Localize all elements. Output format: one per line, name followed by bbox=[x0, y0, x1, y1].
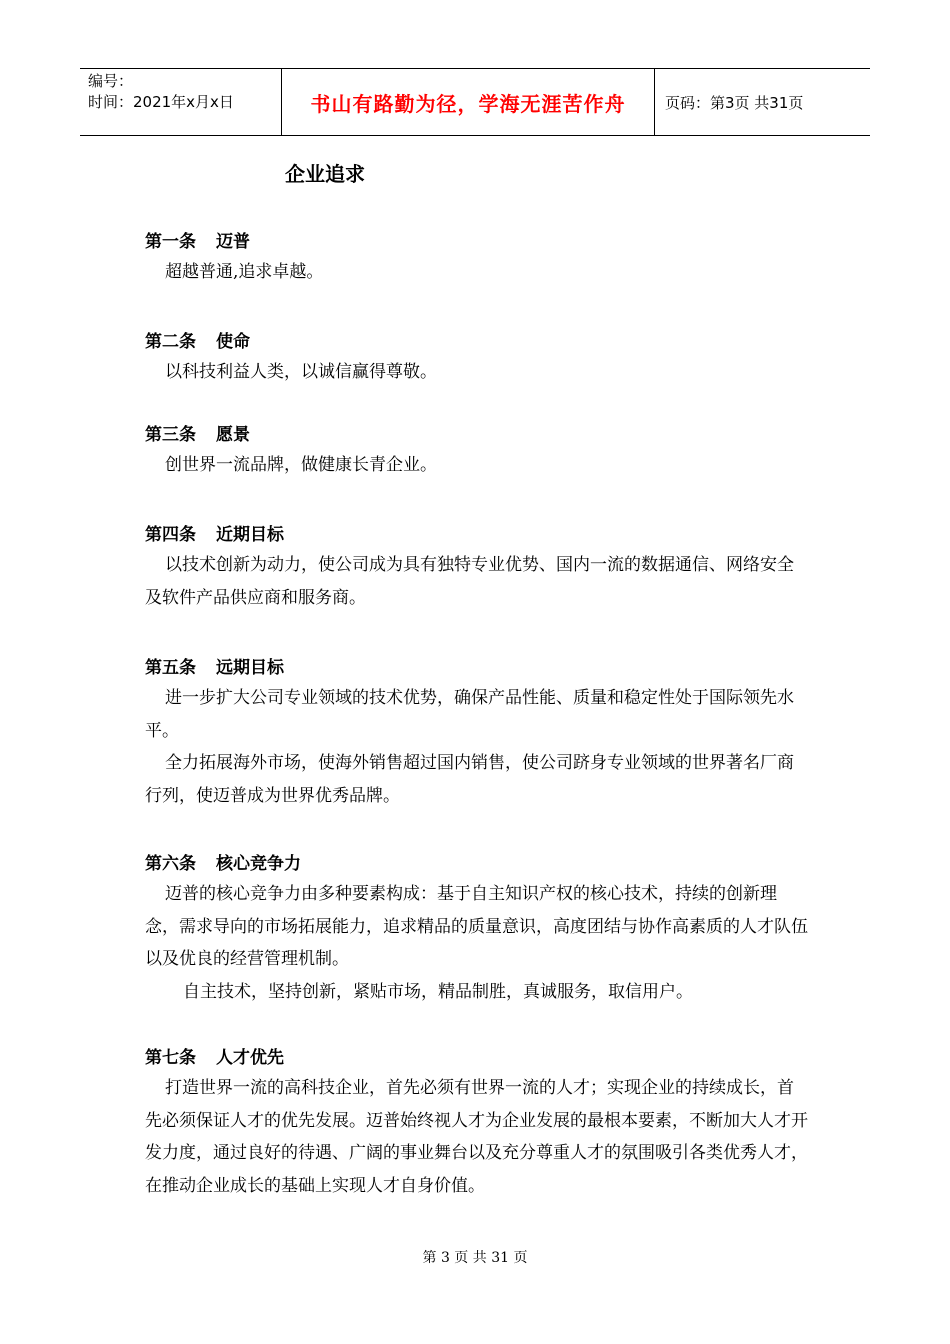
article-heading bbox=[145, 521, 810, 549]
article-paragraph: 创世界一流品牌，做健康长青企业。 bbox=[165, 455, 437, 475]
article-name: 迈普 bbox=[216, 232, 250, 252]
header-motto: 书山有路勤为径，学海无涯苦作舟 bbox=[282, 69, 655, 135]
article-3 bbox=[145, 421, 437, 482]
article-paragraph: 以科技利益人类，以诚信赢得尊敬。 bbox=[165, 362, 437, 382]
document-date-label: 时间：2021年x月x日 bbox=[88, 93, 234, 111]
article-2 bbox=[145, 328, 437, 389]
page-footer: 第 3 页 共 31 页 bbox=[422, 1250, 528, 1266]
article-number: 第一条 bbox=[145, 232, 196, 252]
article-number: 第四条 bbox=[145, 525, 196, 545]
page-title: 企业追求 bbox=[285, 162, 365, 186]
article-paragraph: 超越普通,追求卓越。 bbox=[165, 262, 324, 282]
article-name: 愿景 bbox=[216, 425, 250, 445]
article-name: 人才优先 bbox=[216, 1048, 284, 1068]
article-4 bbox=[145, 521, 810, 614]
article-paragraph: 进一步扩大公司专业领域的技术优势，确保产品性能、质量和稳定性处于国际领先水平。 bbox=[145, 688, 794, 741]
header-info-cell bbox=[80, 69, 282, 135]
document-number-label: 编号： bbox=[88, 72, 134, 90]
article-number: 第六条 bbox=[145, 854, 196, 874]
article-heading bbox=[145, 421, 437, 449]
article-name: 近期目标 bbox=[216, 525, 284, 545]
article-number: 第二条 bbox=[145, 332, 196, 352]
article-paragraph: 迈普的核心竞争力由多种要素构成：基于自主知识产权的核心技术，持续的创新理念，需求导向的市场拓展能力，追求精品的质量意识，高度团结与协作高素质的人才队伍以及优良的经营管理机制。 bbox=[145, 884, 808, 969]
article-heading bbox=[145, 654, 810, 682]
article-heading bbox=[145, 228, 323, 256]
article-paragraph: 自主技术，坚持创新，紧贴市场，精品制胜，真诚服务，取信用户。 bbox=[183, 981, 693, 1002]
article-heading bbox=[145, 850, 810, 878]
article-heading bbox=[145, 1044, 810, 1072]
article-number: 第七条 bbox=[145, 1048, 196, 1068]
article-7 bbox=[145, 1044, 810, 1202]
article-name: 远期目标 bbox=[216, 658, 284, 678]
article-paragraph: 打造世界一流的高科技企业，首先必须有世界一流的人才；实现企业的持续成长，首先必须保证人才的优先发展。迈普始终视人才为企业发展的最根本要素，不断加大人才开发力度，通过良好的待遇、广阔的事业舞台以及充分尊重人才的氛围吸引各类优秀人才，在推动企业成长的基础上实现人才自身价值。 bbox=[145, 1078, 808, 1196]
article-heading bbox=[145, 328, 437, 356]
article-number: 第三条 bbox=[145, 425, 196, 445]
article-number: 第五条 bbox=[145, 658, 196, 678]
article-paragraph: 全力拓展海外市场，使海外销售超过国内销售，使公司跻身专业领域的世界著名厂商行列，使迈普成为世界优秀品牌。 bbox=[145, 753, 794, 806]
page-header bbox=[80, 68, 870, 136]
article-1 bbox=[145, 228, 323, 289]
header-page-number: 页码：第3页 共31页 bbox=[665, 93, 804, 112]
article-name: 核心竞争力 bbox=[216, 854, 301, 874]
article-5 bbox=[145, 654, 810, 812]
article-6 bbox=[145, 850, 810, 1008]
article-paragraph: 以技术创新为动力，使公司成为具有独特专业优势、国内一流的数据通信、网络安全及软件产品供应商和服务商。 bbox=[145, 555, 794, 608]
article-name: 使命 bbox=[216, 332, 250, 352]
